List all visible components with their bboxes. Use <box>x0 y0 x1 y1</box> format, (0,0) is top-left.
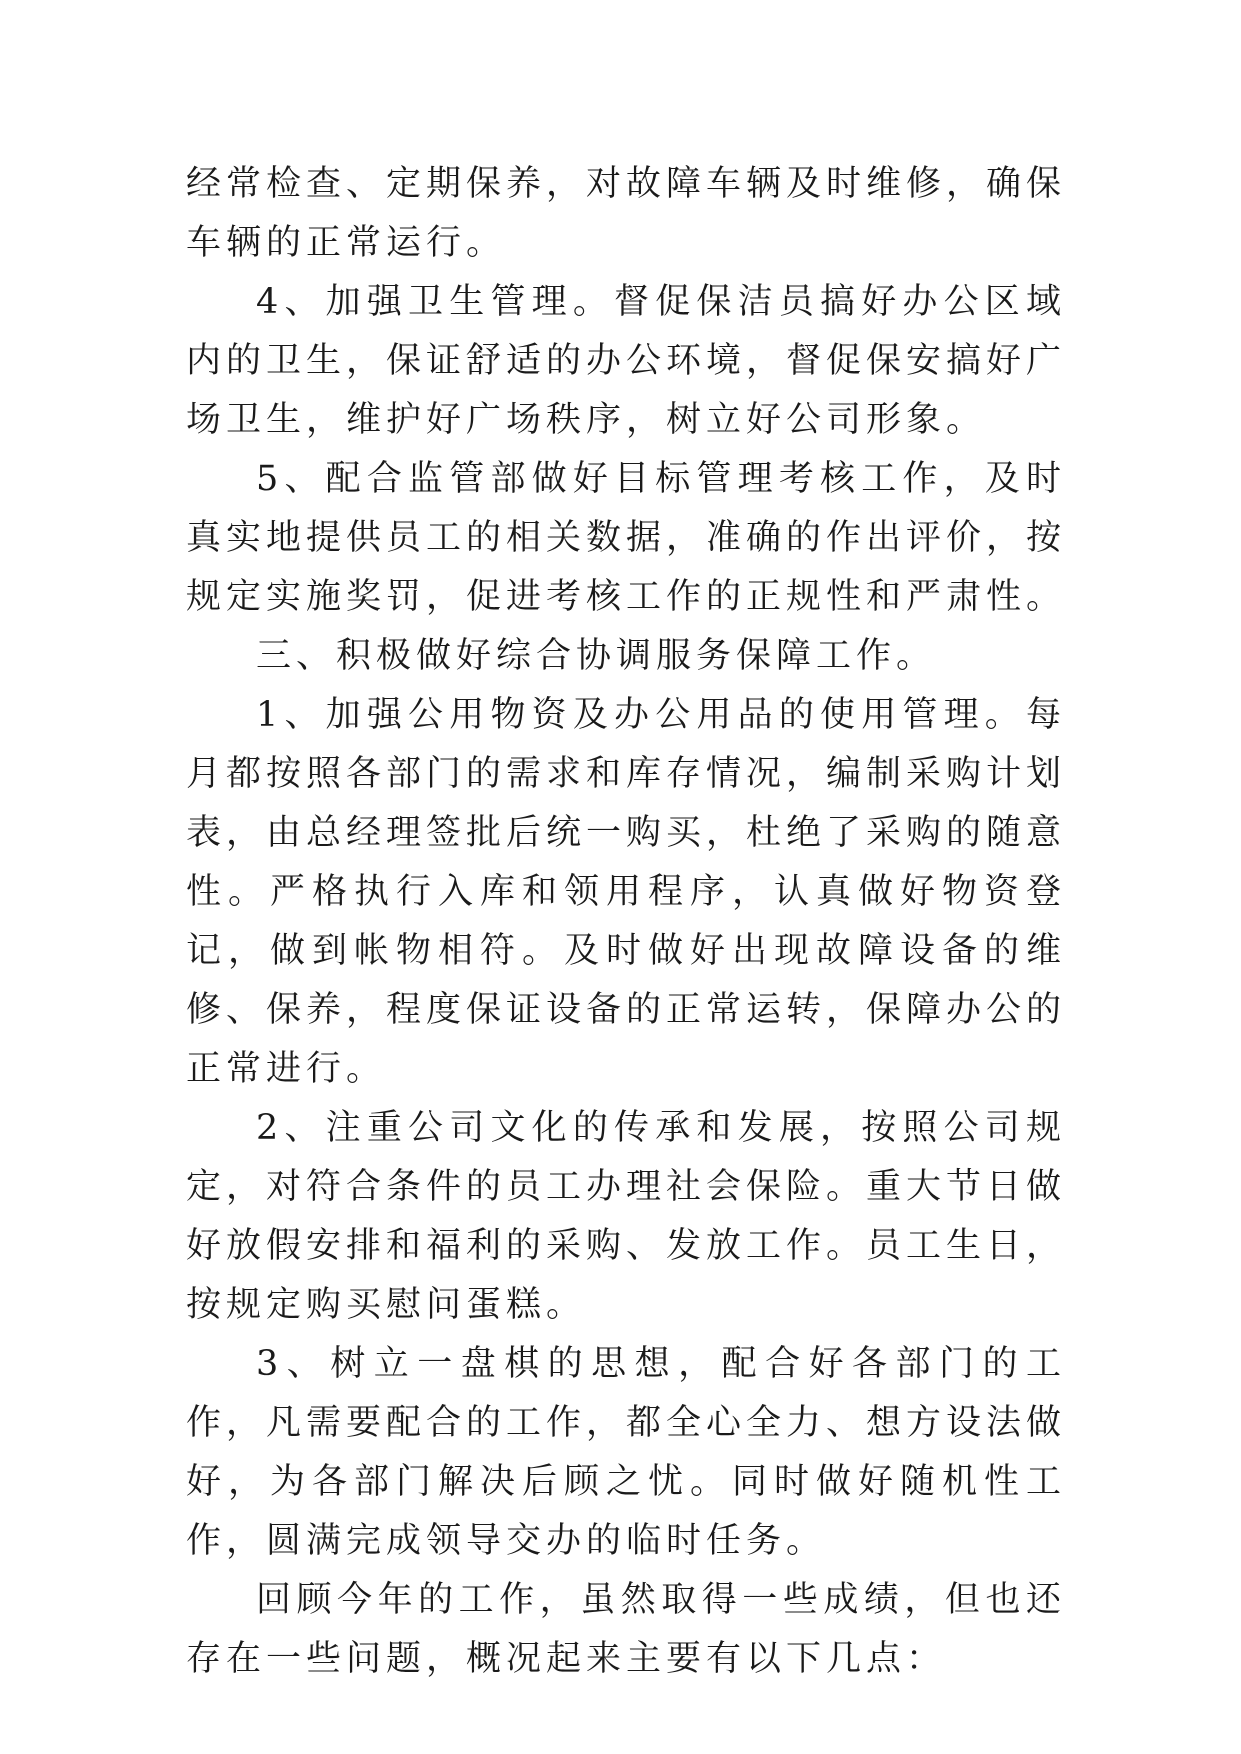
paragraph-item-5: 5、配合监管部做好目标管理考核工作，及时真实地提供员工的相关数据，准确的作出评价，按规定实施奖罚，促进考核工作的正规性和严肃性。 <box>186 459 1067 617</box>
paragraph-item-3: 3、树立一盘棋的思想，配合好各部门的工作，凡需要配合的工作，都全心全力、想方设法做好，为各部门解决后顾之忧。同时做好随机性工作，圆满完成领导交办的临时任务。 <box>186 1344 1067 1561</box>
paragraph-item-2: 2、注重公司文化的传承和发展，按照公司规定，对符合条件的员工办理社会保险。重大节日做好放假安排和福利的采购、发放工作。员工生日，按规定购买慰问蛋糕。 <box>186 1108 1067 1325</box>
document-body <box>186 155 1066 1689</box>
paragraph-item-1: 1、加强公用物资及办公用品的使用管理。每月都按照各部门的需求和库存情况，编制采购计划表，由总经理签批后统一购买，杜绝了采购的随意性。严格执行入库和领用程序，认真做好物资登记，做到帐物相符。及时做好出现故障设备的维修、保养，程度保证设备的正常运转，保障办公的正常进行。 <box>186 695 1067 1089</box>
paragraph-review: 回顾今年的工作，虽然取得一些成绩，但也还存在一些问题，概况起来主要有以下几点： <box>186 1580 1066 1679</box>
paragraph-item-4: 4、加强卫生管理。督促保洁员搞好办公区域内的卫生，保证舒适的办公环境，督促保安搞好广场卫生，维护好广场秩序，树立好公司形象。 <box>186 282 1067 440</box>
paragraph-continuation: 经常检查、定期保养，对故障车辆及时维修，确保车辆的正常运行。 <box>186 164 1067 263</box>
section-heading-3: 三、积极做好综合协调服务保障工作。 <box>256 636 937 676</box>
